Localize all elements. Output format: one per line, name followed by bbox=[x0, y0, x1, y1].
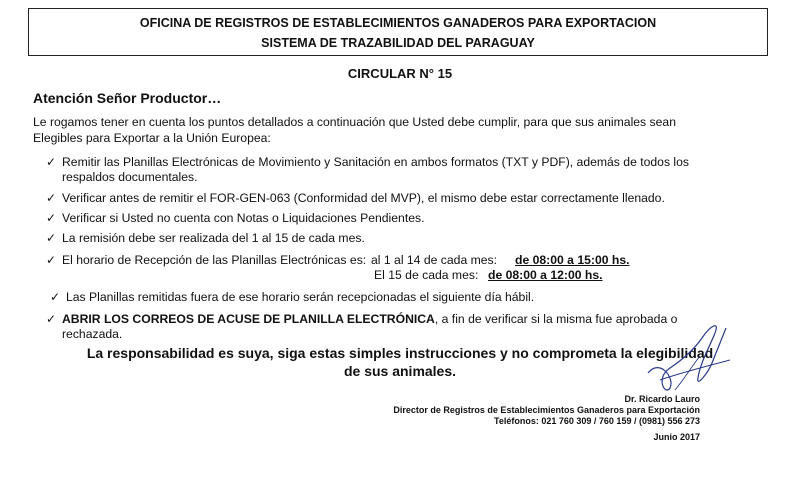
list-item: Verificar antes de remitir el FOR-GEN-063 (Conformidad del MVP), el mismo debe estar correctamente llenado. bbox=[62, 191, 665, 205]
checkmark-icon: ✓ bbox=[46, 211, 57, 225]
schedule-row2-label: El 15 de cada mes: bbox=[374, 268, 479, 282]
responsibility-line2: de sus animales. bbox=[343, 363, 457, 379]
signatory-phones: Teléfonos: 021 760 309 / 760 159 / (0981) 556 273 bbox=[494, 416, 700, 426]
checkmark-icon: ✓ bbox=[50, 290, 61, 304]
responsibility-line1: La responsabilidad es suya, siga estas simples instrucciones y no comprometa la elegibilidad bbox=[86, 345, 714, 361]
list-item: Verificar si Usted no cuenta con Notas o Liquidaciones Pendientes. bbox=[62, 211, 425, 225]
checkmark-icon: ✓ bbox=[46, 231, 57, 245]
schedule-row1-hours: de 08:00 a 15:00 hs. bbox=[515, 253, 630, 267]
signatory-title: Director de Registros de Establecimientos Ganaderos para Exportación bbox=[393, 405, 700, 415]
intro-paragraph: Le rogamos tener en cuenta los puntos detallados a continuación que Usted debe cumplir, para que sus animales sean Elegibles para Exportar a la Unión Europea: bbox=[33, 115, 676, 145]
email-notice-rest: , a fin de verificar si la misma fue aprobada o rechazada. bbox=[62, 312, 678, 341]
schedule-intro: El horario de Recepción de las Planillas Electrónicas es: bbox=[62, 253, 367, 267]
late-note: Las Planillas remitidas fuera de ese horario serán recepcionadas el siguiente día hábil. bbox=[66, 290, 535, 304]
signature-scribble bbox=[640, 318, 740, 398]
header-system-title: SISTEMA DE TRAZABILIDAD DEL PARAGUAY bbox=[261, 36, 535, 50]
list-item: La remisión debe ser realizada del 1 al 15 de cada mes. bbox=[62, 231, 365, 245]
checkmark-icon: ✓ bbox=[46, 155, 57, 169]
checkmark-icon: ✓ bbox=[46, 253, 57, 267]
document-date: Junio 2017 bbox=[653, 432, 700, 442]
greeting: Atención Señor Productor… bbox=[33, 90, 222, 106]
header-box bbox=[28, 8, 768, 56]
circular-number: CIRCULAR N° 15 bbox=[347, 66, 453, 81]
schedule-row1-label: al 1 al 14 de cada mes: bbox=[371, 253, 498, 267]
checkmark-icon: ✓ bbox=[46, 312, 57, 326]
email-notice bbox=[62, 312, 702, 342]
checkmark-icon: ✓ bbox=[46, 191, 57, 205]
list-item: Remitir las Planillas Electrónicas de Movimiento y Sanitación en ambos formatos (TXT y PDF), además de todos los respaldos documentales. bbox=[62, 155, 690, 184]
header-office-title: OFICINA DE REGISTROS DE ESTABLECIMIENTOS GANADEROS PARA EXPORTACION bbox=[139, 16, 657, 30]
schedule-row2-hours: de 08:00 a 12:00 hs. bbox=[488, 268, 603, 282]
email-notice-bold: ABRIR LOS CORREOS DE ACUSE DE PLANILLA ELECTRÓNICA bbox=[62, 312, 435, 326]
signatory-name: Dr. Ricardo Lauro bbox=[624, 394, 700, 404]
